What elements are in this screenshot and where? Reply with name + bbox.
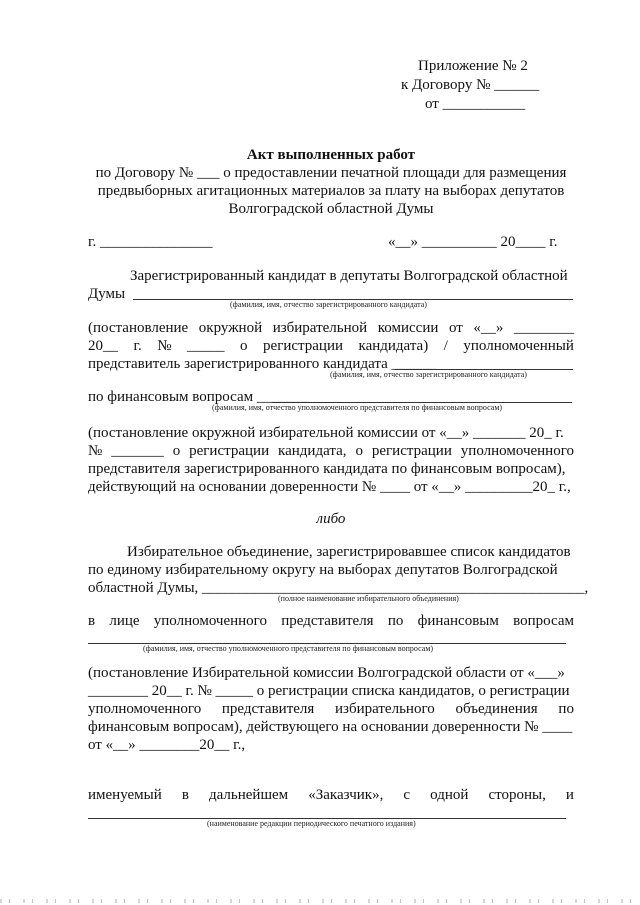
candidate-line-2: Думы — [88, 286, 126, 302]
alternative-word: либо — [316, 511, 346, 527]
appendix-number: Приложение № 2 — [418, 58, 528, 74]
contract-reference: к Договору № ______ — [401, 77, 540, 93]
scan-artifact-strip — [0, 899, 640, 903]
association-line-3: областной Думы, ___________________________________________________, — [88, 580, 589, 596]
association-name-hint: (полное наименование избирательного объединения) — [278, 594, 459, 603]
association-line-2: по единому избирательному округу на выборах депутатов Волгоградской — [88, 562, 558, 578]
candidate-line-8: № _______ о регистрации кандидата, о регистрации уполномоченного — [88, 443, 574, 459]
association-line-4: в лице уполномоченного представителя по финансовым вопросам — [88, 613, 574, 629]
customer-line-1: именуемый в дальнейшем «Заказчик», с одной стороны, и — [88, 787, 574, 803]
document-subtitle-line-3: Волгоградской областной Думы — [228, 201, 434, 217]
candidate-line-9: представителя зарегистрированного кандидата по финансовым вопросам), — [88, 461, 566, 477]
candidate-line-4: 20__ г. № _____ о регистрации кандидата) / уполномоченный — [88, 338, 574, 354]
document-subtitle-line-1: по Договору № ___ о предоставлении печатной площади для размещения — [95, 165, 567, 181]
candidate-line-5: представитель зарегистрированного кандидата ______ — [88, 356, 437, 372]
act-date-field: «__» __________ 20____ г. — [388, 234, 558, 250]
document-title: Акт выполненных работ — [246, 147, 416, 163]
city-field: г. _______________ — [88, 234, 213, 250]
candidate-line-1: Зарегистрированный кандидат в депутаты Волгоградской областной — [130, 268, 568, 284]
association-line-8: финансовым вопросам), действующего на основании доверенности № ____ — [88, 719, 573, 735]
candidate-line-6: по финансовым вопросам _______ — [88, 389, 310, 405]
contract-date: от ___________ — [425, 96, 526, 112]
candidate-name-hint: (фамилия, имя, отчество зарегистрированного кандидата) — [230, 300, 427, 309]
association-line-7: уполномоченного представителя избирательного объединения по — [88, 701, 574, 717]
publisher-name-hint: (наименование редакции периодического печатного издания) — [207, 819, 416, 828]
association-line-6: ________ 20__ г. № _____ о регистрации списка кандидатов, о регистрации — [88, 683, 570, 699]
candidate-line-7: (постановление окружной избирательной комиссии от «__» _______ 20_ г. — [88, 425, 564, 441]
association-line-5: (постановление Избирательной комиссии Волгоградской области от «___» — [88, 665, 565, 681]
document-subtitle-line-2: предвыборных агитационных материалов за плату на выборах депутатов — [97, 183, 565, 199]
candidate-line-10: действующий на основании доверенности № ____ от «__» _________20_ г., — [88, 479, 571, 495]
association-line-9: от «__» ________20__ г., — [88, 737, 246, 753]
association-line-1: Избирательное объединение, зарегистрировавшее список кандидатов — [127, 544, 571, 560]
financial-rep-hint: (фамилия, имя, отчество уполномоченного представителя по финансовым вопросам) — [212, 403, 503, 412]
representative-name-hint: (фамилия, имя, отчество зарегистрированного кандидата) — [330, 370, 527, 379]
candidate-line-3: (постановление окружной избирательной комиссии от «__» ________ — [88, 320, 574, 336]
association-rep-hint: (фамилия, имя, отчество уполномоченного представителя по финансовым вопросам) — [143, 644, 434, 653]
